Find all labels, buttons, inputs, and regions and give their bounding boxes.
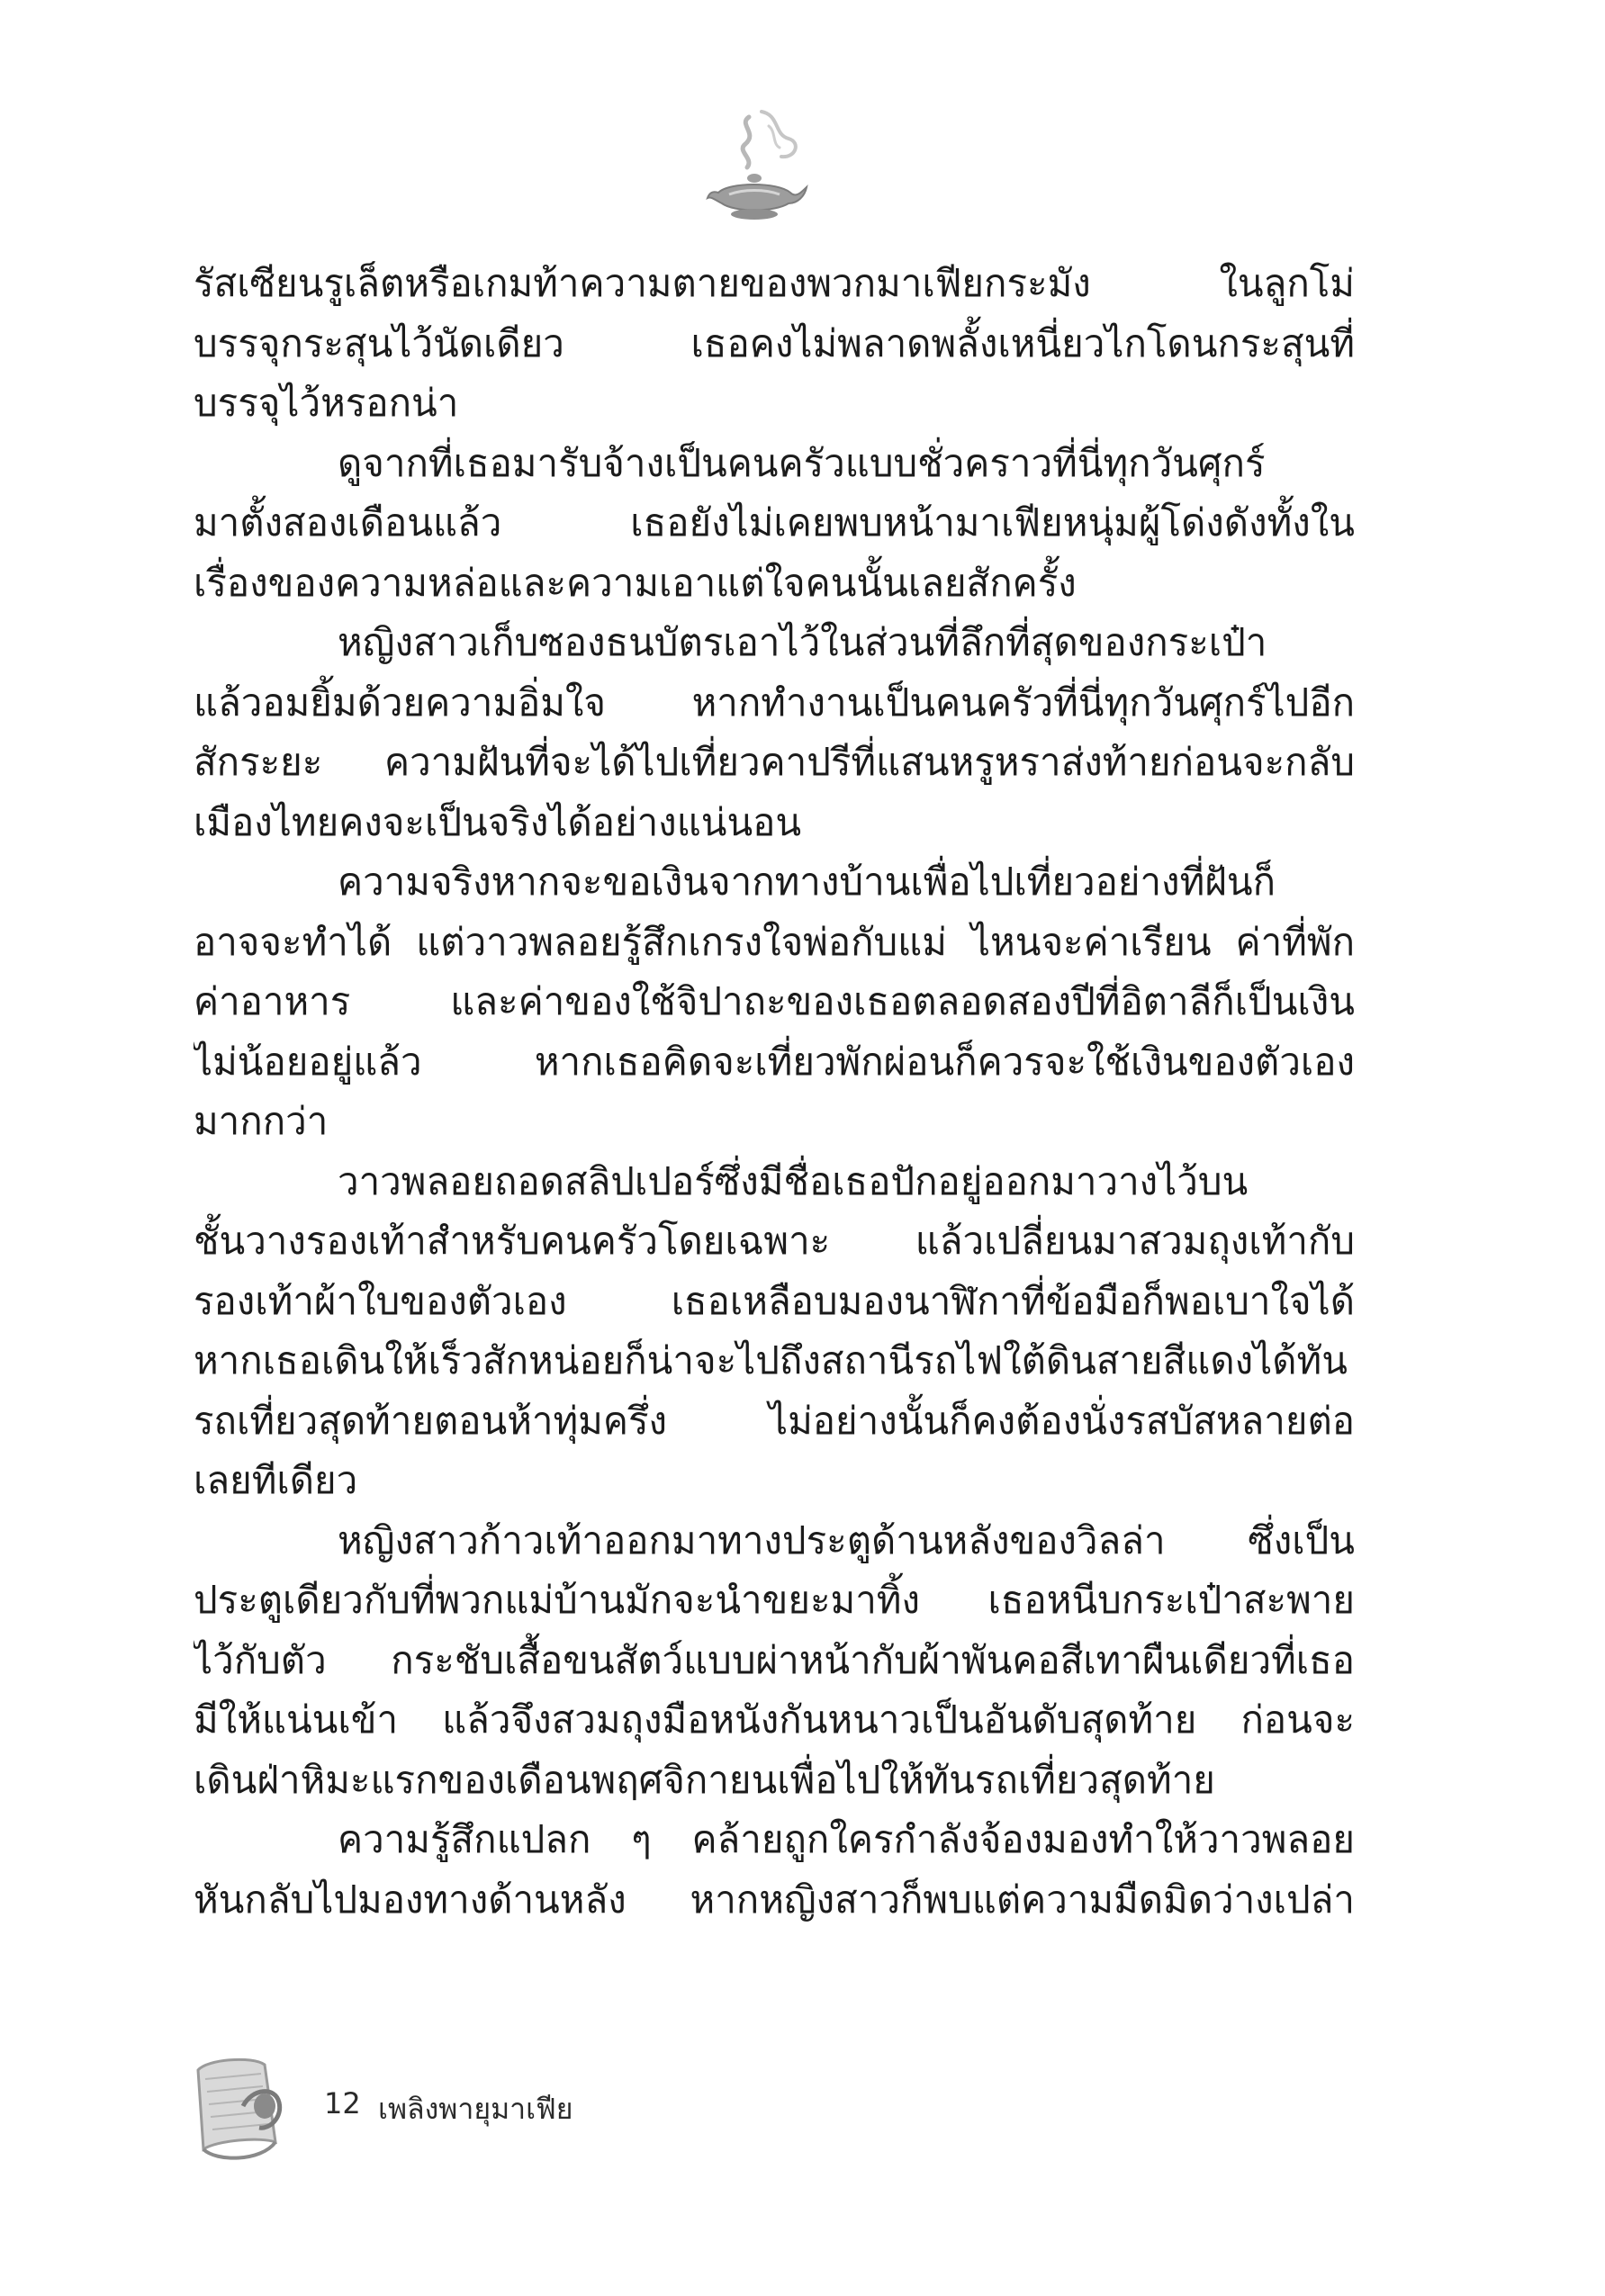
text-line: รถเที่ยวสุดท้ายตอนห้าทุ่มครึ่ง ไม่อย่างนั้นก็คงต้องนั่งรสบัสหลายต่อ: [194, 1398, 1355, 1443]
text-line: มาตั้งสองเดือนแล้ว เธอยังไม่เคยพบหน้ามาเฟียหนุ่มผู้โด่งดังทั้งใน: [194, 500, 1355, 545]
text-line: ความจริงหากจะขอเงินจากทางบ้านเพื่อไปเที่ยวอย่างที่ฝันก็: [338, 860, 1276, 904]
text-line: ประตูเดียวกับที่พวกแม่บ้านมักจะนำขยะมาทิ้ง เธอหนีบกระเป๋าสะพาย: [194, 1578, 1355, 1622]
text-line: มีให้แน่นเข้า แล้วจึงสวมถุงมือหนังกันหนาวเป็นอันดับสุดท้าย ก่อนจะ: [194, 1697, 1355, 1742]
genie-lamp-book-icon: [189, 2043, 297, 2169]
text-line: บรรจุกระสุนไว้นัดเดียว เธอคงไม่พลาดพลั้งเหนี่ยวไกโดนกระสุนที่: [194, 320, 1355, 365]
text-line: รัสเซียนรูเล็ตหรือเกมท้าความตายของพวกมาเฟียกระมัง ในลูกโม่: [194, 261, 1355, 305]
text-line: เดินฝ่าหิมะแรกของเดือนพฤศจิกายนเพื่อไปให้ทันรถเที่ยวสุดท้าย: [194, 1757, 1215, 1802]
text-line: หันกลับไปมองทางด้านหลัง หากหญิงสาวก็พบแต่ความมืดมิดว่างเปล่า: [194, 1877, 1355, 1922]
page-footer: [189, 2043, 819, 2169]
genie-lamp-icon: [702, 99, 810, 225]
text-line: วาวพลอยถอดสลิปเปอร์ซึ่งมีชื่อเธอปักอยู่ออกมาวางไว้บน: [338, 1158, 1249, 1203]
text-line: แล้วอมยิ้มด้วยความอิ่มใจ หากทำงานเป็นคนครัวที่นี่ทุกวันศุกร์ไปอีก: [194, 680, 1355, 725]
text-line: ชั้นวางรองเท้าสำหรับคนครัวโดยเฉพาะ แล้วเปลี่ยนมาสวมถุงเท้ากับ: [194, 1219, 1355, 1263]
text-line: หญิงสาวเก็บซองธนบัตรเอาไว้ในส่วนที่ลึกที่สุดของกระเป๋า: [338, 620, 1267, 664]
book-title: เพลิงพายุมาเฟีย: [378, 2092, 573, 2126]
page-number: 12: [324, 2086, 361, 2120]
text-line: เรื่องของความหล่อและความเอาแต่ใจคนนั้นเลยสักครั้ง: [194, 560, 1077, 605]
text-line: อาจจะทำได้ แต่วาวพลอยรู้สึกเกรงใจพ่อกับแม่ ไหนจะค่าเรียน ค่าที่พัก: [194, 919, 1355, 964]
text-line: หญิงสาวก้าวเท้าออกมาทางประตูด้านหลังของวิลล่า ซึ่งเป็น: [338, 1517, 1355, 1562]
text-line: ความรู้สึกแปลก ๆ คล้ายถูกใครกำลังจ้องมองทำให้วาวพลอย: [338, 1817, 1355, 1861]
text-line: เลยทีเดียว: [194, 1458, 358, 1502]
body-text: [194, 254, 1355, 1930]
text-line: สักระยะ ความฝันที่จะได้ไปเที่ยวคาปรีที่แสนหรูหราส่งท้ายก่อนจะกลับ: [194, 740, 1355, 784]
text-line: ค่าอาหาร และค่าของใช้จิปาถะของเธอตลอดสองปีที่อิตาลีก็เป็นเงิน: [194, 979, 1355, 1023]
text-line: บรรจุไว้หรอกน่า: [194, 381, 459, 425]
text-line: ดูจากที่เธอมารับจ้างเป็นคนครัวแบบชั่วคราวที่นี่ทุกวันศุกร์: [338, 440, 1266, 485]
text-line: รองเท้าผ้าใบของตัวเอง เธอเหลือบมองนาฬิกาที่ข้อมือก็พอเบาใจได้: [194, 1278, 1355, 1323]
text-line: ไว้กับตัว กระชับเสื้อขนสัตว์แบบผ่าหน้ากับผ้าพันคอสีเทาผืนเดียวที่เธอ: [194, 1637, 1355, 1682]
text-line: ไม่น้อยอยู่แล้ว หากเธอคิดจะเที่ยวพักผ่อนก็ควรจะใช้เงินของตัวเอง: [194, 1039, 1355, 1084]
text-line: เมืองไทยคงจะเป็นจริงได้อย่างแน่นอน: [194, 799, 802, 844]
text-line: มากกว่า: [194, 1099, 329, 1143]
text-line: หากเธอเดินให้เร็วสักหน่อยก็น่าจะไปถึงสถานีรถไฟใต้ดินสายสีแดงได้ทัน: [194, 1338, 1348, 1382]
